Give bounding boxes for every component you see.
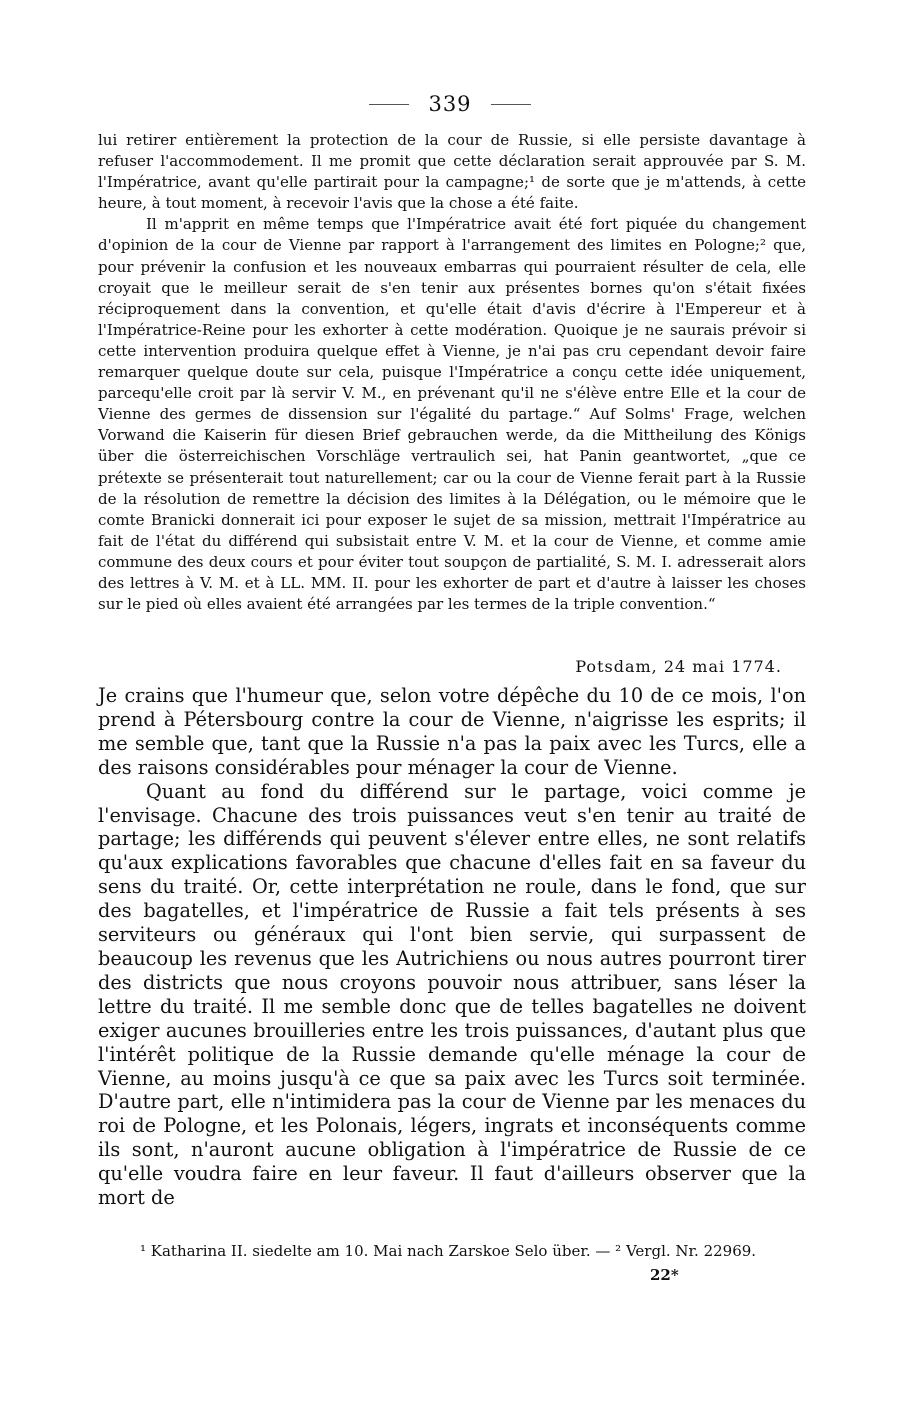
page-header	[0, 92, 900, 120]
footnotes: ¹ Katharina II. siedelte am 10. Mai nach Zarskoe Selo über. — ² Vergl. Nr. 22969.	[140, 1242, 757, 1260]
main-text	[98, 684, 806, 1210]
header-rule-left	[369, 104, 409, 105]
dateline: Potsdam, 24 mai 1774.	[575, 657, 782, 676]
page-number: 339	[428, 92, 472, 116]
body-paragraph: Quant au fond du différend sur le partage, voici comme je l'envisage. Chacune des trois puissances veut s'en tenir au traité de partage; les différends qui peuvent s'élever entre elles, ne sont relatifs qu'aux explications favorables que chacune d'elles fait en sa faveur du sens du traité. Or, cette interprétation ne roule, dans le fond, que sur des bagatelles, et l'impératrice de Russie a fait tels présents à ses serviteurs ou généraux qui l'ont bien servie, qui surpassent de beaucoup les revenus que les Autrichiens ou nous autres pourront tirer des districts que nous croyons pouvoir nous attribuer, sans léser la lettre du traité. Il me semble donc que de telles bagatelles ne doivent exiger aucunes brouilleries entre les trois puissances, d'autant plus que l'intérêt politique de la Russie demande qu'elle ménage la cour de Vienne, au moins jusqu'à ce que sa paix avec les Turcs soit terminée. D'autre part, elle n'intimidera pas la cour de Vienne par les menaces du roi de Pologne, et les Polonais, légers, ingrats et inconséquents comme ils sont, n'auront aucune obligation à l'impératrice de Russie de ce qu'elle voudra faire en leur faveur. Il faut d'ailleurs observer que la mort de	[98, 779, 806, 1210]
letter-paragraph: Il m'apprit en même temps que l'Impératrice avait été fort piquée du changement d'opinion de la cour de Vienne par rapport à l'arrangement des limites en Pologne;² que, pour prévenir la confusion et les nouveaux embarras qui pourraient résulter de cela, elle croyait que le meilleur serait de s'en tenir aux présentes bornes qu'on s'était fixées réciproquement dans la convention, et qu'elle était d'avis d'écrire à l'Empereur et à l'Impératrice-Reine pour les exhorter à cette modération. Quoique je ne saurais prévoir si cette intervention produira quelque effet à Vienne, je n'ai pas cru cependant devoir faire remarquer quelque doute sur cela, puisque l'Impératrice a conçu cette idée uniquement, parcequ'elle croit par là servir V. M., en prévenant qu'il ne s'élève entre Elle et la cour de Vienne des germes de dissension sur l'égalité du partage.“ Auf Solms' Frage, welchen Vorwand die Kaiserin für diesen Brief gebrauchen werde, da die Mittheilung des Königs über die österreichischen Vorschläge vertraulich sei, hat Panin geantwortet, „que ce prétexte se présenterait tout naturellement; car ou la cour de Vienne ferait part à la Russie de la résolution de remettre la décision des limites à la Délégation, ou le mémoire que le comte Branicki donnerait ici pour exposer le sujet de sa mission, mettrait l'Impératrice au fait de l'état du différend qui subsistait entre V. M. et la cour de Vienne, et comme amie commune des deux cours et pour éviter tout soupçon de partialité, S. M. I. adresserait alors des lettres à V. M. et à LL. MM. II. pour les exhorter de part et d'autre à laisser les choses sur le pied où elles avaient été arrangées par les termes de la triple convention.“	[98, 215, 806, 614]
letter-paragraph: lui retirer entièrement la protection de la cour de Russie, si elle persiste davantage à refuser l'accommodement. Il me promit que cette déclaration serait approuvée par S. M. l'Impératrice, avant qu'elle partirait pour la campagne;¹ de sorte que je m'attends, à cette heure, à tout moment, à recevoir l'avis que la chose a été faite.	[98, 131, 806, 213]
body-paragraph: Je crains que l'humeur que, selon votre dépêche du 10 de ce mois, l'on prend à Pétersbourg contre la cour de Vienne, n'aigrisse les esprits; il me semble que, tant que la Russie n'a pas la paix avec les Turcs, elle a des raisons considérables pour ménager la cour de Vienne.	[98, 684, 806, 779]
quoted-letter	[98, 130, 806, 615]
signature-mark: 22*	[650, 1266, 679, 1284]
header-rule-right	[491, 104, 531, 105]
